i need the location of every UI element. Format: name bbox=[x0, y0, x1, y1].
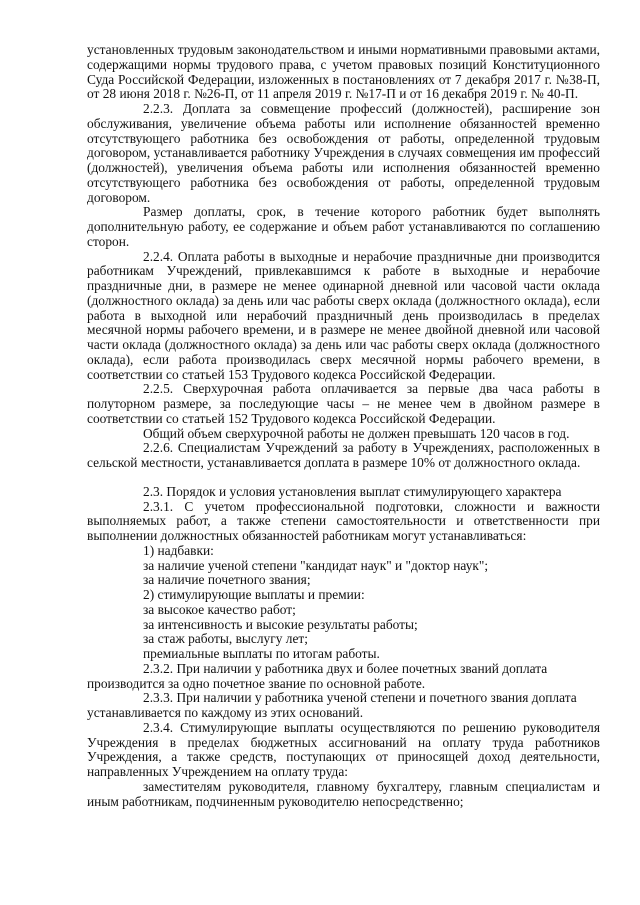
list-item: за высокое качество работ; bbox=[143, 601, 296, 617]
list-item: 2) стимулирующие выплаты и премии: bbox=[143, 587, 365, 602]
list-item: за наличие почетного звания; bbox=[143, 572, 311, 588]
section-heading-2-3: 2.3. Порядок и условия установления выплат стимулирующего характера bbox=[143, 483, 562, 499]
list-item: за интенсивность и высокие результаты работы; bbox=[143, 616, 418, 632]
list-item: премиальные выплаты по итогам работы. bbox=[143, 646, 380, 661]
paragraph-2-3-1: 2.3.1. С учетом профессиональной подготовки, сложности и важности выполняемых работ, а также степени самостоятельности и ответственности при выполнении должностных обязанностей работникам могут устанавливаться: bbox=[87, 498, 600, 543]
paragraph-overtime-limit: Общий объем сверхурочной работы не должен превышать 120 часов в год. bbox=[143, 425, 570, 441]
list-item: за стаж работы, выслугу лет; bbox=[143, 631, 308, 647]
paragraph-deputies: заместителям руководителя, главному бухгалтеру, главным специалистам и иным работникам, подчиненным руководителю непосредственно; bbox=[87, 778, 600, 809]
paragraph-surcharge-size: Размер доплаты, срок, в течение которого работник будет выполнять дополнительную работу, ее содержание и объем работ устанавливаются по соглашению сторон. bbox=[87, 204, 600, 249]
document-body bbox=[87, 43, 600, 809]
paragraph-2-2-6: 2.2.6. Специалистам Учреждений за работу в Учреждениях, расположенных в сельской местности, устанавливается доплата в размере 10% от должностного оклада. bbox=[87, 440, 600, 470]
paragraph-2-3-2: 2.3.2. При наличии у работника двух и более почетных званий доплата производится за одно почетное звание по основной работе. bbox=[87, 660, 548, 691]
paragraph-2-2-3: 2.2.3. Доплата за совмещение профессий (должностей), расширение зон обслуживания, увеличение объема работы или исполнение обязанностей временно отсутствующего работника без освобождения от работы, определенной трудовым договором, устанавливается работнику Учреждения в случаях совмещения им профессий (должностей), увеличения объема работы или исполнения обязанностей временно отсутствующего работника без освобождения от работы, определенной трудовым договором. bbox=[87, 101, 600, 205]
paragraph-2-3-4: 2.3.4. Стимулирующие выплаты осуществляются по решению руководителя Учреждения в пределах бюджетных ассигнований на оплату труда работников Учреждения, а также средств, поступающих от приносящей доход деятельности, направленных Учреждением на оплату труда: bbox=[87, 719, 600, 779]
list-item: за наличие ученой степени "кандидат наук" и "доктор наук"; bbox=[143, 557, 489, 573]
paragraph-2-3-3: 2.3.3. При наличии у работника ученой степени и почетного звания доплата устанавливается по каждому из этих оснований. bbox=[87, 690, 577, 720]
list-item: 1) надбавки: bbox=[143, 542, 214, 558]
paragraph-2-2-4: 2.2.4. Оплата работы в выходные и нерабочие праздничные дни производится работникам Учреждений, привлекавшимся к работе в выходные и нерабочие праздничные дни, в размере не менее одинарной дневной или часовой части оклада (должностного оклада) за день или час работы сверх оклада (должностного оклада), если работа в выходной или нерабочий праздничный день производилась в пределах месячной нормы рабочего времени, и в размере не менее двойной дневной или часовой части оклада (должностного оклада) за день или час работы сверх оклада (должностного оклада), если работа производилась сверх месячной нормы рабочего времени, в соответствии со статьей 153 Трудового кодекса Российской Федерации. bbox=[87, 248, 600, 382]
paragraph-continuation: установленных трудовым законодательством и иными нормативными правовыми актами, содержащими нормы трудового права, с учетом правовых позиций Конституционного Суда Российской Федерации, изложенных в постановлениях от 7 декабря 2017 г. №38-П, от 28 июня 2018 г. №26-П, от 11 апреля 2019 г. №17-П и от 16 декабря 2019 г. № 40-П. bbox=[87, 42, 600, 102]
paragraph-2-2-5: 2.2.5. Сверхурочная работа оплачивается за первые два часа работы в полуторном размере, за последующие часы – не менее чем в двойном размере в соответствии со статьей 152 Трудового кодекса Российской Федерации. bbox=[87, 381, 600, 426]
